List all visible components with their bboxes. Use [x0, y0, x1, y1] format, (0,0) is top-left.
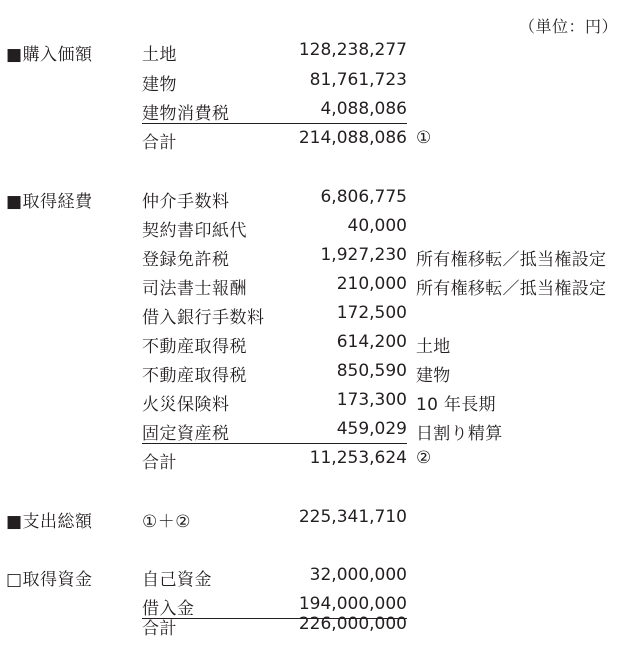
expense-row [142, 187, 640, 217]
row-amount: 172,500 [336, 303, 407, 323]
funding-heading: □取得資金 [6, 570, 93, 590]
expense-row [142, 216, 640, 246]
expense-row [142, 274, 640, 304]
expense-row [142, 303, 640, 333]
row-amount: 81,761,723 [309, 70, 407, 90]
total-amount: 226,000,000 [298, 614, 407, 634]
total-amount: 214,088,086 [298, 128, 407, 148]
row-amount: 173,300 [336, 390, 407, 410]
funding-row [142, 565, 640, 595]
row-label: 借入金 [142, 599, 195, 619]
expenses-heading: ■取得経費 [6, 192, 93, 212]
row-note: 日割り精算 [416, 424, 503, 444]
total-amount: 11,253,624 [309, 448, 407, 468]
row-label: 契約書印紙代 [142, 221, 247, 241]
row-amount: 32,000,000 [309, 565, 407, 585]
row-label: 登録免許税 [142, 250, 230, 270]
row-amount: 459,029 [336, 419, 407, 439]
row-amount: 128,238,277 [298, 40, 407, 60]
row-amount: 194,000,000 [298, 594, 407, 614]
expense-row [142, 361, 640, 391]
row-note: 所有権移転／抵当権設定 [416, 279, 607, 299]
total-marker: ② [416, 448, 432, 468]
expense-row [142, 390, 640, 420]
row-label: 建物消費税 [142, 104, 230, 124]
row-label: 建物 [142, 75, 177, 95]
expenses-total-row [142, 448, 640, 478]
purchase-row [142, 70, 640, 100]
row-label: 借入銀行手数料 [142, 308, 265, 328]
row-label: 固定資産税 [142, 424, 230, 444]
purchase-heading: ■購入価額 [6, 45, 93, 65]
unit-label: （単位：円） [518, 17, 618, 36]
expense-row [142, 332, 640, 362]
row-amount: 40,000 [347, 216, 407, 236]
funding-total-row [142, 614, 640, 644]
row-label: 司法書士報酬 [142, 279, 247, 299]
row-label: 仲介手数料 [142, 192, 230, 212]
row-label: 土地 [142, 45, 177, 65]
row-label: 不動産取得税 [142, 366, 247, 386]
total-label: 合計 [142, 453, 177, 473]
row-amount: 4,088,086 [320, 99, 407, 119]
row-note: 10 年長期 [416, 395, 496, 415]
outlay-row [142, 507, 640, 537]
outlay-heading: ■支出総額 [6, 512, 93, 532]
row-note: 建物 [416, 366, 451, 386]
purchase-total-row [142, 128, 640, 158]
expense-row [142, 245, 640, 275]
outlay-amount: 225,341,710 [298, 507, 407, 527]
row-amount: 850,590 [336, 361, 407, 381]
outlay-formula: ①＋② [142, 512, 191, 532]
subtotal-rule [142, 443, 407, 444]
subtotal-rule [142, 123, 407, 124]
row-amount: 614,200 [336, 332, 407, 352]
purchase-row [142, 40, 640, 70]
purchase-row [142, 99, 640, 129]
row-note: 土地 [416, 337, 451, 357]
expense-row [142, 419, 640, 449]
row-label: 自己資金 [142, 570, 212, 590]
row-label: 不動産取得税 [142, 337, 247, 357]
row-amount: 6,806,775 [320, 187, 407, 207]
total-label: 合計 [142, 619, 177, 639]
row-amount: 210,000 [336, 274, 407, 294]
row-amount: 1,927,230 [320, 245, 407, 265]
row-note: 所有権移転／抵当権設定 [416, 250, 607, 270]
total-marker: ① [416, 128, 432, 148]
total-label: 合計 [142, 133, 177, 153]
row-label: 火災保険料 [142, 395, 230, 415]
